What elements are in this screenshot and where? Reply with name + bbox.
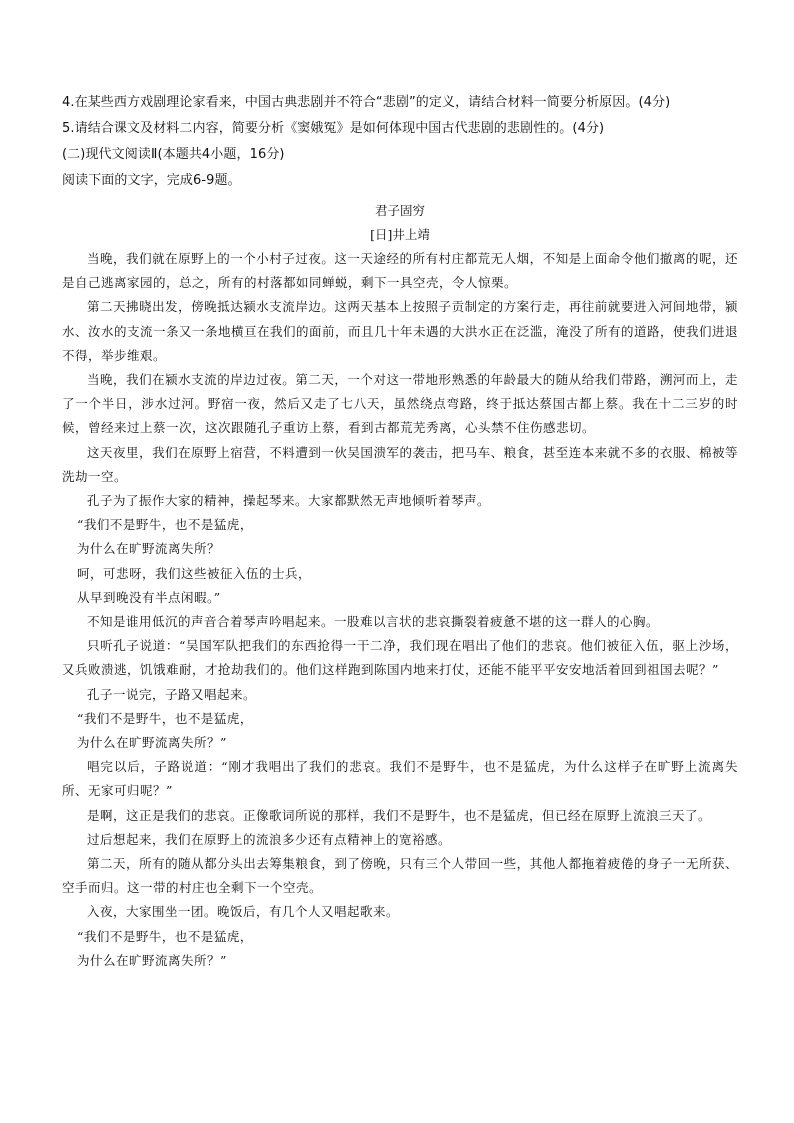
article-author: [日]井上靖 xyxy=(370,227,430,242)
question-5: 5.请结合课文及材料二内容，简要分析《窦娥冤》是如何体现中国古代悲剧的悲剧性的。(4分) xyxy=(62,121,605,136)
paragraph: 只听孔子说道：“吴国军队把我们的东西抢得一干二净，我们现在唱出了他们的悲哀。他们被征入伍，驱上沙场，又兵败溃逃，饥饿难耐，才抢劫我们的。他们这样跑到陈国内地来打仗，还能不能平平安安地活着回到祖国去呢？” xyxy=(62,638,738,678)
verse-line: “我们不是野牛，也不是猛虎， xyxy=(77,710,253,726)
paragraph: 入夜，大家围坐一团。晚饭后，有几个人又唱起歌来。 xyxy=(87,904,400,920)
article-title: 君子固穷 xyxy=(374,203,425,218)
paragraph: 第二天，所有的随从都分头出去筹集粮食，到了傍晚，只有三个人带回一些，其他人都拖着疲倦的身子一无所获、空手而归。这一带的村庄也全剩下一个空壳。 xyxy=(62,856,738,896)
paragraph: 当晚，我们就在原野上的一个小村子过夜。这一天途经的所有村庄都荒无人烟，不知是上面命令他们撤离的呢，还是自己逃离家园的，总之，所有的村落都如同蝉蜕，剩下一具空壳，令人惊栗。 xyxy=(62,251,738,291)
verse-line: 为什么在旷野流离失所？” xyxy=(77,952,227,968)
document-page xyxy=(62,90,738,973)
paragraph: 过后想起来，我们在原野上的流浪多少还有点精神上的宽裕感。 xyxy=(87,831,452,847)
paragraph: 当晚，我们在颍水支流的岸边过夜。第二天，一个对这一带地形熟悉的年龄最大的随从给我们带路，溯河而上，走了一个半日，涉水过河。野宿一夜，然后又走了七八天，虽然绕点弯路，终于抵达蔡国古都上蔡。我在十二三岁的时候，曾经来过上蔡一次，这次跟随孔子重访上蔡，看到古都荒芜秀离，心头禁不住伤感悲切。 xyxy=(62,372,738,436)
article-body xyxy=(62,247,738,973)
verse-line: “我们不是野牛，也不是猛虎， xyxy=(77,928,253,944)
paragraph: 孔子一说完，子路又唱起来。 xyxy=(87,686,257,702)
question-4: 4.在某些西方戏剧理论家看来，中国古典悲剧并不符合“悲剧”的定义，请结合材料一简要分析原因。(4分) xyxy=(62,95,671,110)
verse-line: 从早到晚没有半点闲暇。” xyxy=(77,589,221,605)
paragraph: 唱完以后，子路说道：“刚才我唱出了我们的悲哀。我们不是野牛，也不是猛虎，为什么这样子在旷野上流离失所、无家可归呢？” xyxy=(62,759,738,799)
verse-line: 呵，可悲呀，我们这些被征入伍的士兵， xyxy=(77,565,312,581)
verse-line: 为什么在旷野流离失所？” xyxy=(77,735,227,751)
section-heading: (二)现代文阅读Ⅱ(本题共4小题，16分) xyxy=(62,147,285,162)
paragraph: 是啊，这正是我们的悲哀。正像歌词所说的那样，我们不是野牛，也不是猛虎，但已经在原野上流浪三天了。 xyxy=(87,807,712,823)
verse-line: 为什么在旷野流离失所？ xyxy=(77,541,221,557)
reading-instruction: 阅读下面的文字，完成6-9题。 xyxy=(62,173,241,188)
paragraph: 孔子为了振作大家的精神，操起琴来。大家都默然无声地倾听着琴声。 xyxy=(87,493,491,509)
verse-line: “我们不是野牛，也不是猛虎， xyxy=(77,517,253,533)
paragraph: 第二天拂晓出发，傍晚抵达颍水支流岸边。这两天基本上按照子贡制定的方案行走，再往前就要进入河间地带，颍水、汝水的支流一条又一条地横亘在我们的面前，而且几十年未遇的大洪水正在泛滥，淹没了所有的道路，使我们进退不得，举步维艰。 xyxy=(62,299,739,363)
paragraph: 不知是谁用低沉的声音合着琴声吟唱起来。一股难以言状的悲哀撕裂着疲惫不堪的这一群人的心胸。 xyxy=(87,614,660,630)
paragraph: 这天夜里，我们在原野上宿营，不料遭到一伙吴国溃军的袭击，把马车、粮食，甚至连本来就不多的衣服、棉被等洗劫一空。 xyxy=(62,444,738,484)
